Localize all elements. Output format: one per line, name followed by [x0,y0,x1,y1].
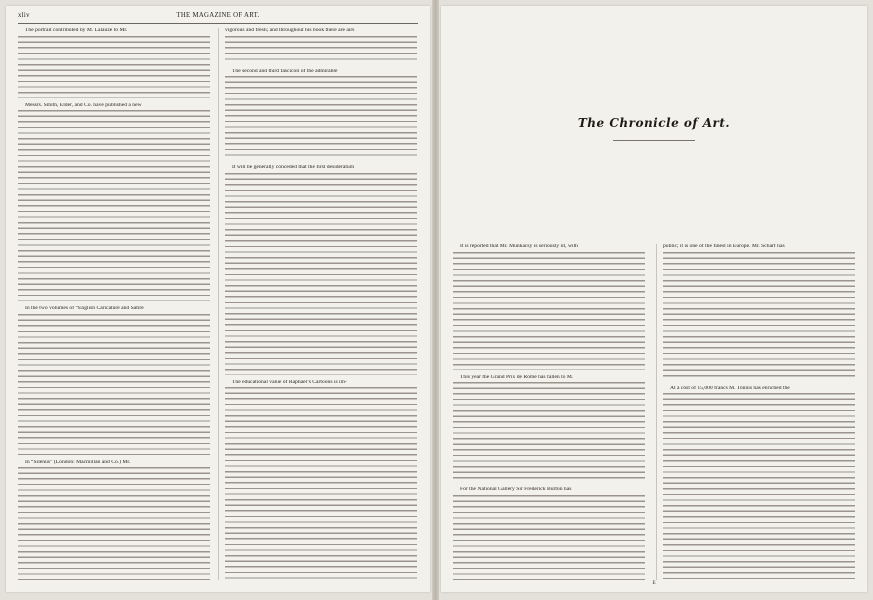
paragraph [225,165,417,375]
paragraph-lead: This year the Grand Prix de Rome has fallen to M. [460,374,574,380]
paragraph [225,69,417,161]
column-divider [218,28,219,580]
paragraph-lead: public; it is one of the finest in Europe. Mr. Scharf has [663,244,785,249]
text-lines [18,467,210,580]
paragraph [18,28,210,98]
column-left-2 [225,28,417,580]
text-lines [18,36,210,98]
text-lines [18,110,210,301]
header-rule [18,23,418,24]
book-gutter [432,0,439,600]
paragraph-lead: Messrs. Smith, Elder, and Co. have published a new [25,102,142,108]
paragraph [663,244,855,381]
paragraph [225,28,417,64]
paragraph [225,380,417,580]
paragraph [18,460,210,580]
left-page [6,6,430,592]
paragraph-lead: The portrait contributed by M. Lalauze to Mr. [25,28,128,33]
running-title: THE MAGAZINE OF ART. [176,12,260,19]
section-heading: The Chronicle of Art. [577,116,731,130]
text-lines [225,173,417,375]
paragraph [453,244,645,370]
paragraph [18,103,210,302]
text-lines [225,36,417,64]
heading-rule [613,140,695,141]
paragraph [18,306,210,455]
column-right-2 [663,244,855,580]
paragraph [663,386,855,580]
text-lines [18,314,210,455]
paragraph [453,487,645,580]
paragraph-lead: It is reported that Mr. Munkacsy is seriously ill, with [460,244,578,249]
page-number: xliv [18,12,30,19]
text-lines [225,387,417,580]
paragraph-lead: For the National Gallery Sir Frederick Burton has [460,487,572,493]
paragraph-lead: In “Silenus” (London: Macmillan and Co.) Mr. [25,459,131,465]
paragraph-lead: vigorous and fresh; and throughout his book there are airs [225,28,355,33]
text-lines [453,252,645,370]
right-page [441,6,867,592]
paragraph-lead: It will be generally conceded that the first desideratum [232,165,355,171]
column-left-1 [18,28,210,580]
text-lines [663,393,855,580]
paragraph-lead: The second and third fascicoli of the admirable [232,68,338,74]
paragraph-lead: The educational value of Raphael’s Cartoons is im- [232,379,347,385]
paragraph [453,375,645,483]
column-divider [656,244,657,580]
column-right-1 [453,244,645,580]
paragraph-lead: In the two volumes of “English Caricature and Satire [25,306,144,312]
text-lines [453,382,645,482]
signature-mark: E [652,580,656,586]
paragraph-lead: At a cost of 15,000 francs M. Tonnis has enriched the [670,385,790,391]
text-lines [453,495,645,580]
text-lines [225,76,417,160]
text-lines [663,252,855,381]
